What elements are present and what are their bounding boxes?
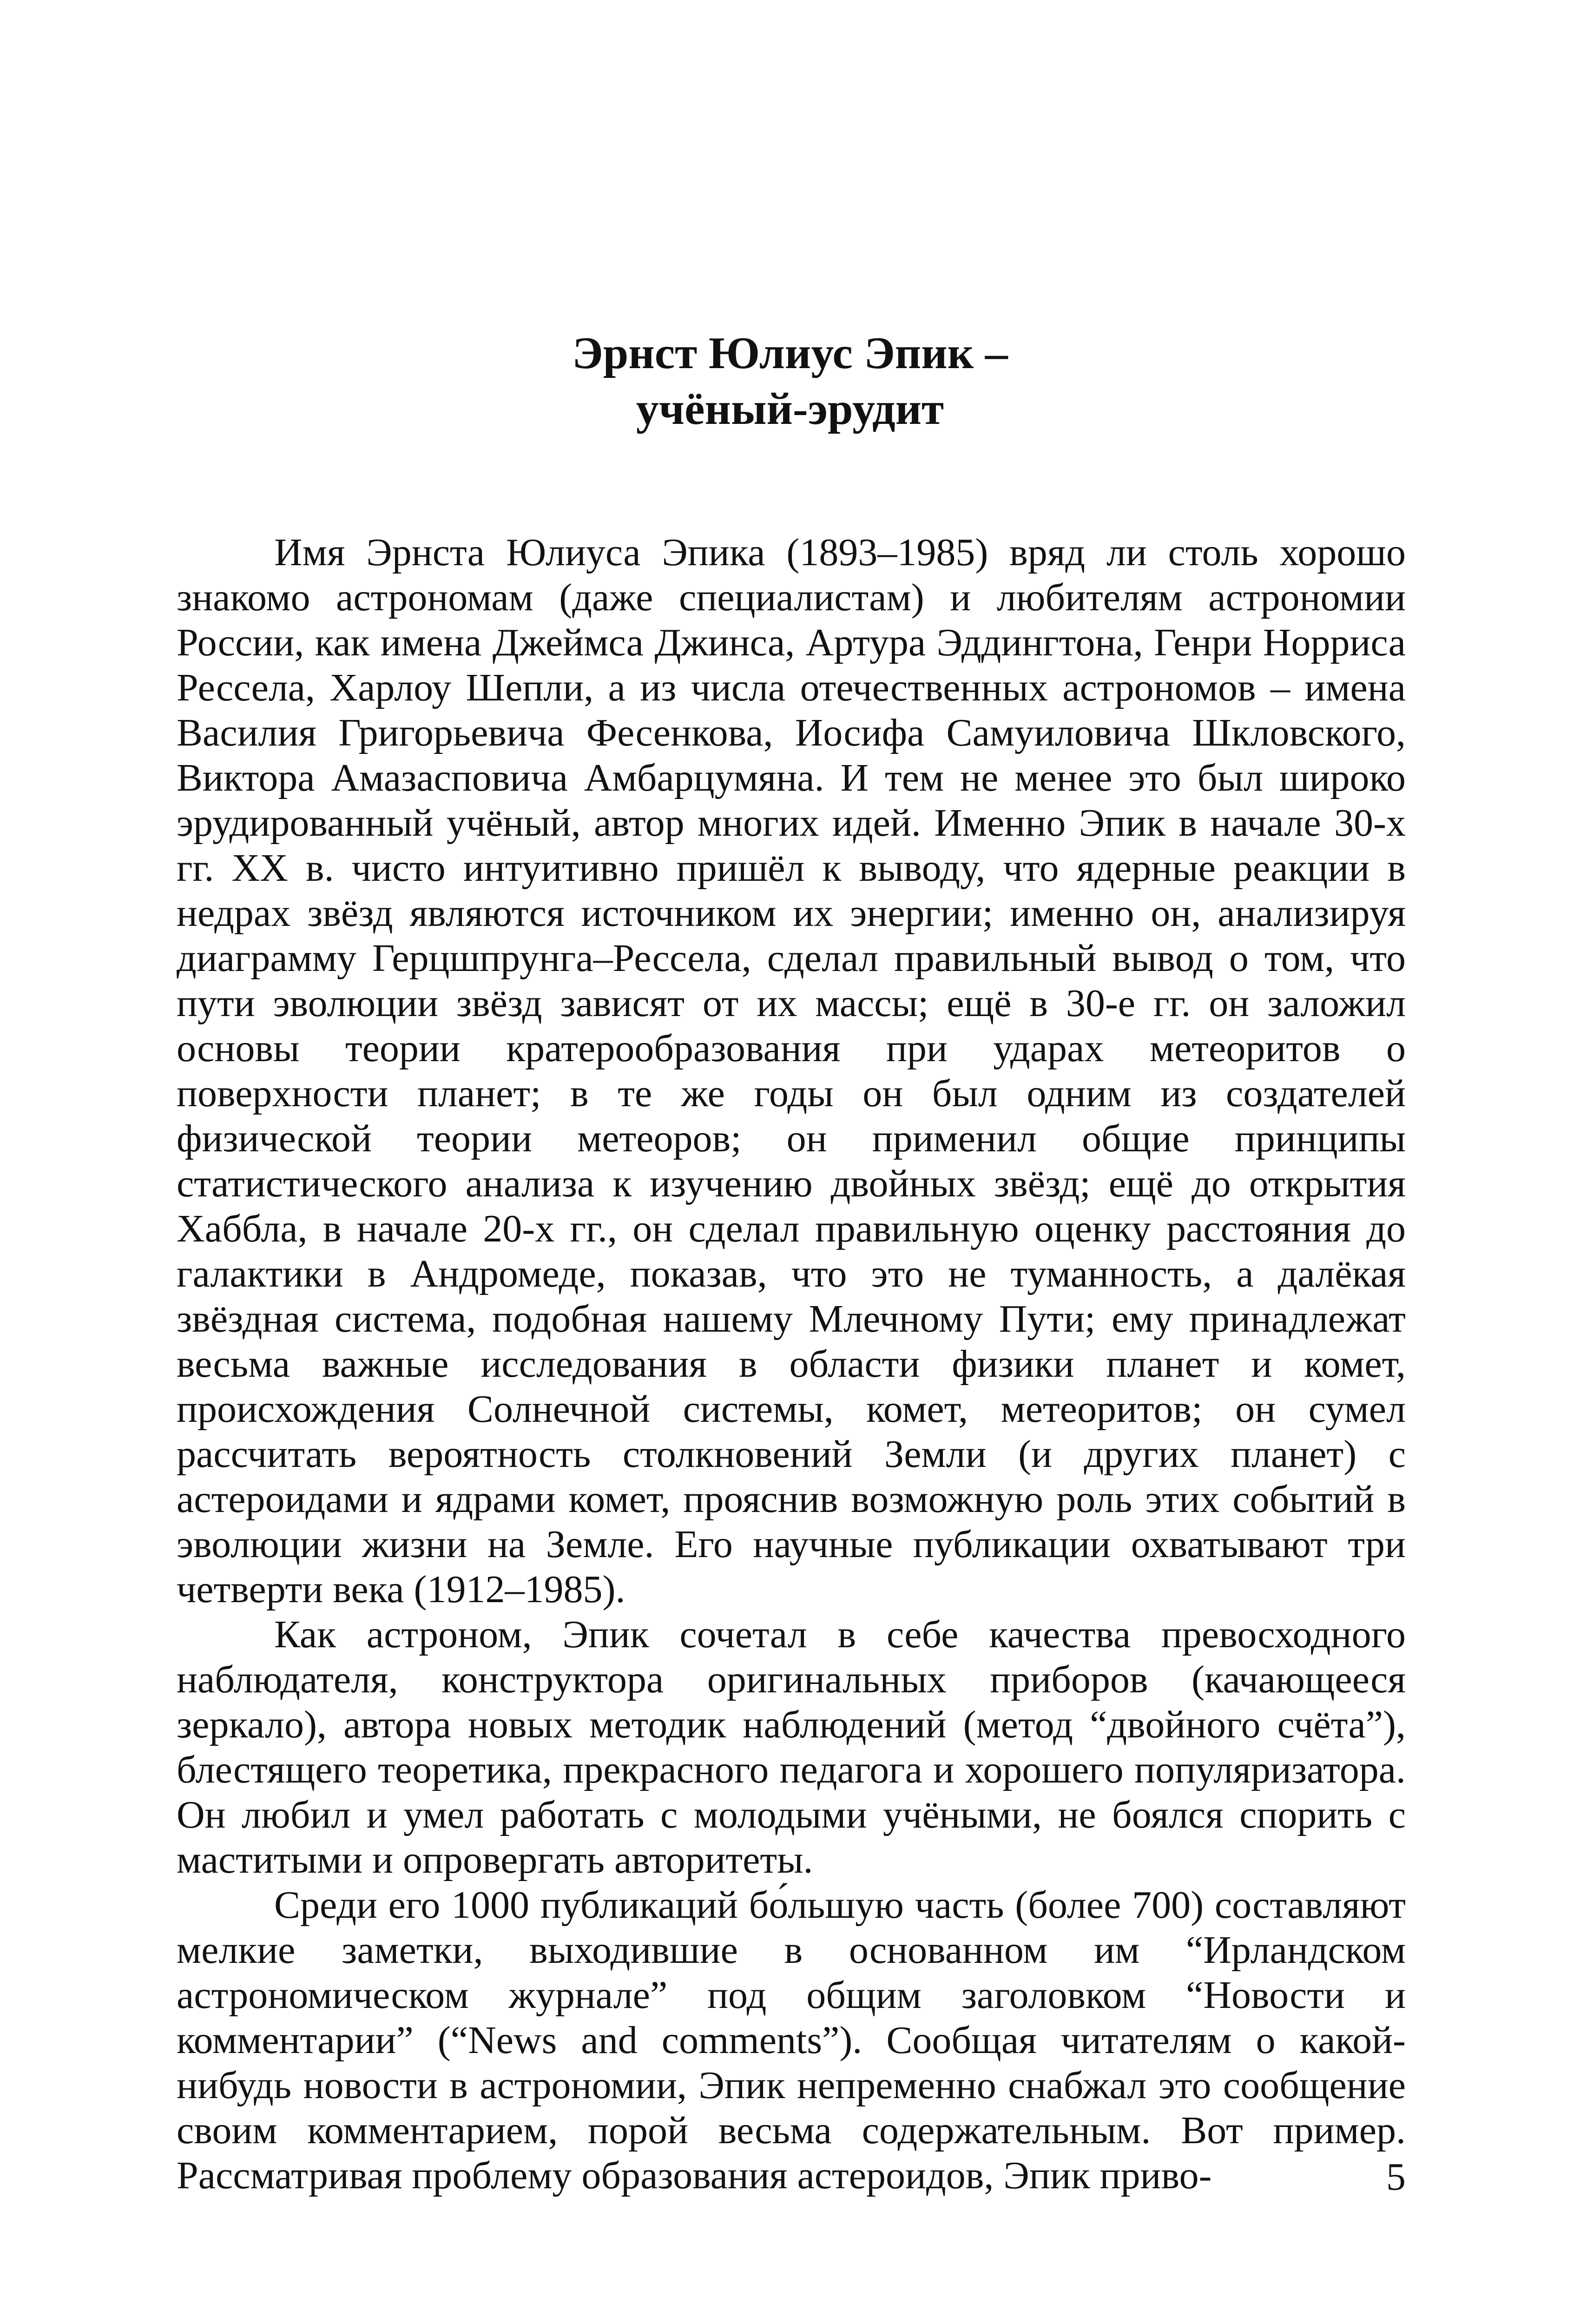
paragraph-3: Среди его 1000 публикаций бо́льшую часть (более 700) составляют мелкие заметки, выходившие в основанном им “Ирландском астрономическом журнале” под общим заголовком “Новости и комментарии” (“News and comments”). Сообщая читателям о какой-нибудь новости в астрономии, Эпик непременно снабжал это сообщение своим комментарием, порой весьма содержательным. Вот пример. Рассматривая проблему образования астероидов, Эпик приво- <box>177 1883 1406 2197</box>
title-line-1: Эрнст Юлиус Эпик – <box>572 328 1008 378</box>
paragraph-2: Как астроном, Эпик сочетал в себе качества превосходного наблюдателя, конструктора оригинальных приборов (качающееся зеркало), автора новых методик наблюдений (метод “двойного счёта”), блестящего теоретика, прекрасного педагога и хорошего популяризатора. Он любил и умел работать с молодыми учёными, не боялся спорить с маститыми и опровергать авторитеты. <box>177 1613 1406 1882</box>
title-line-2: учёный-эрудит <box>636 384 944 434</box>
page-title <box>0 325 1580 437</box>
page-number: 5 <box>1386 2155 1406 2199</box>
paragraph-1: Имя Эрнста Юлиуса Эпика (1893–1985) вряд ли столь хорошо знакомо астрономам (даже специалистам) и любителям астрономии России, как имена Джеймса Джинса, Артура Эддингтона, Генри Норриса Рессела, Харлоу Шепли, а из числа отечественных астрономов – имена Василия Григорьевича Фесенкова, Иосифа Самуиловича Шкловского, Виктора Амазасповича Амбарцумяна. И тем не менее это был широко эрудированный учёный, автор многих идей. Именно Эпик в начале 30-х гг. XX в. чисто интуитивно пришёл к выводу, что ядерные реакции в недрах звёзд являются источником их энергии; именно он, анализируя диаграмму Герцшпрунга–Рессела, сделал правильный вывод о том, что пути эволюции звёзд зависят от их массы; ещё в 30-е гг. он заложил основы теории кратерообразования при ударах метеоритов о поверхности планет; в те же годы он был одним из создателей физической теории метеоров; он применил общие принципы статистического анализа к изучению двойных звёзд; ещё до открытия Хаббла, в начале 20-х гг., он сделал правильную оценку расстояния до галактики в Андромеде, показав, что это не туманность, а далёкая звёздная система, подобная нашему Млечному Пути; ему принадлежат весьма важные исследования в области физики планет и комет, происхождения Солнечной системы, комет, метеоритов; он сумел рассчитать вероятность столкновений Земли (и других планет) с астероидами и ядрами комет, прояснив возможную роль этих событий в эволюции жизни на Земле. Его научные публикации охватывают три четверти века (1912–1985). <box>177 531 1406 1611</box>
body-text <box>177 530 1406 2198</box>
